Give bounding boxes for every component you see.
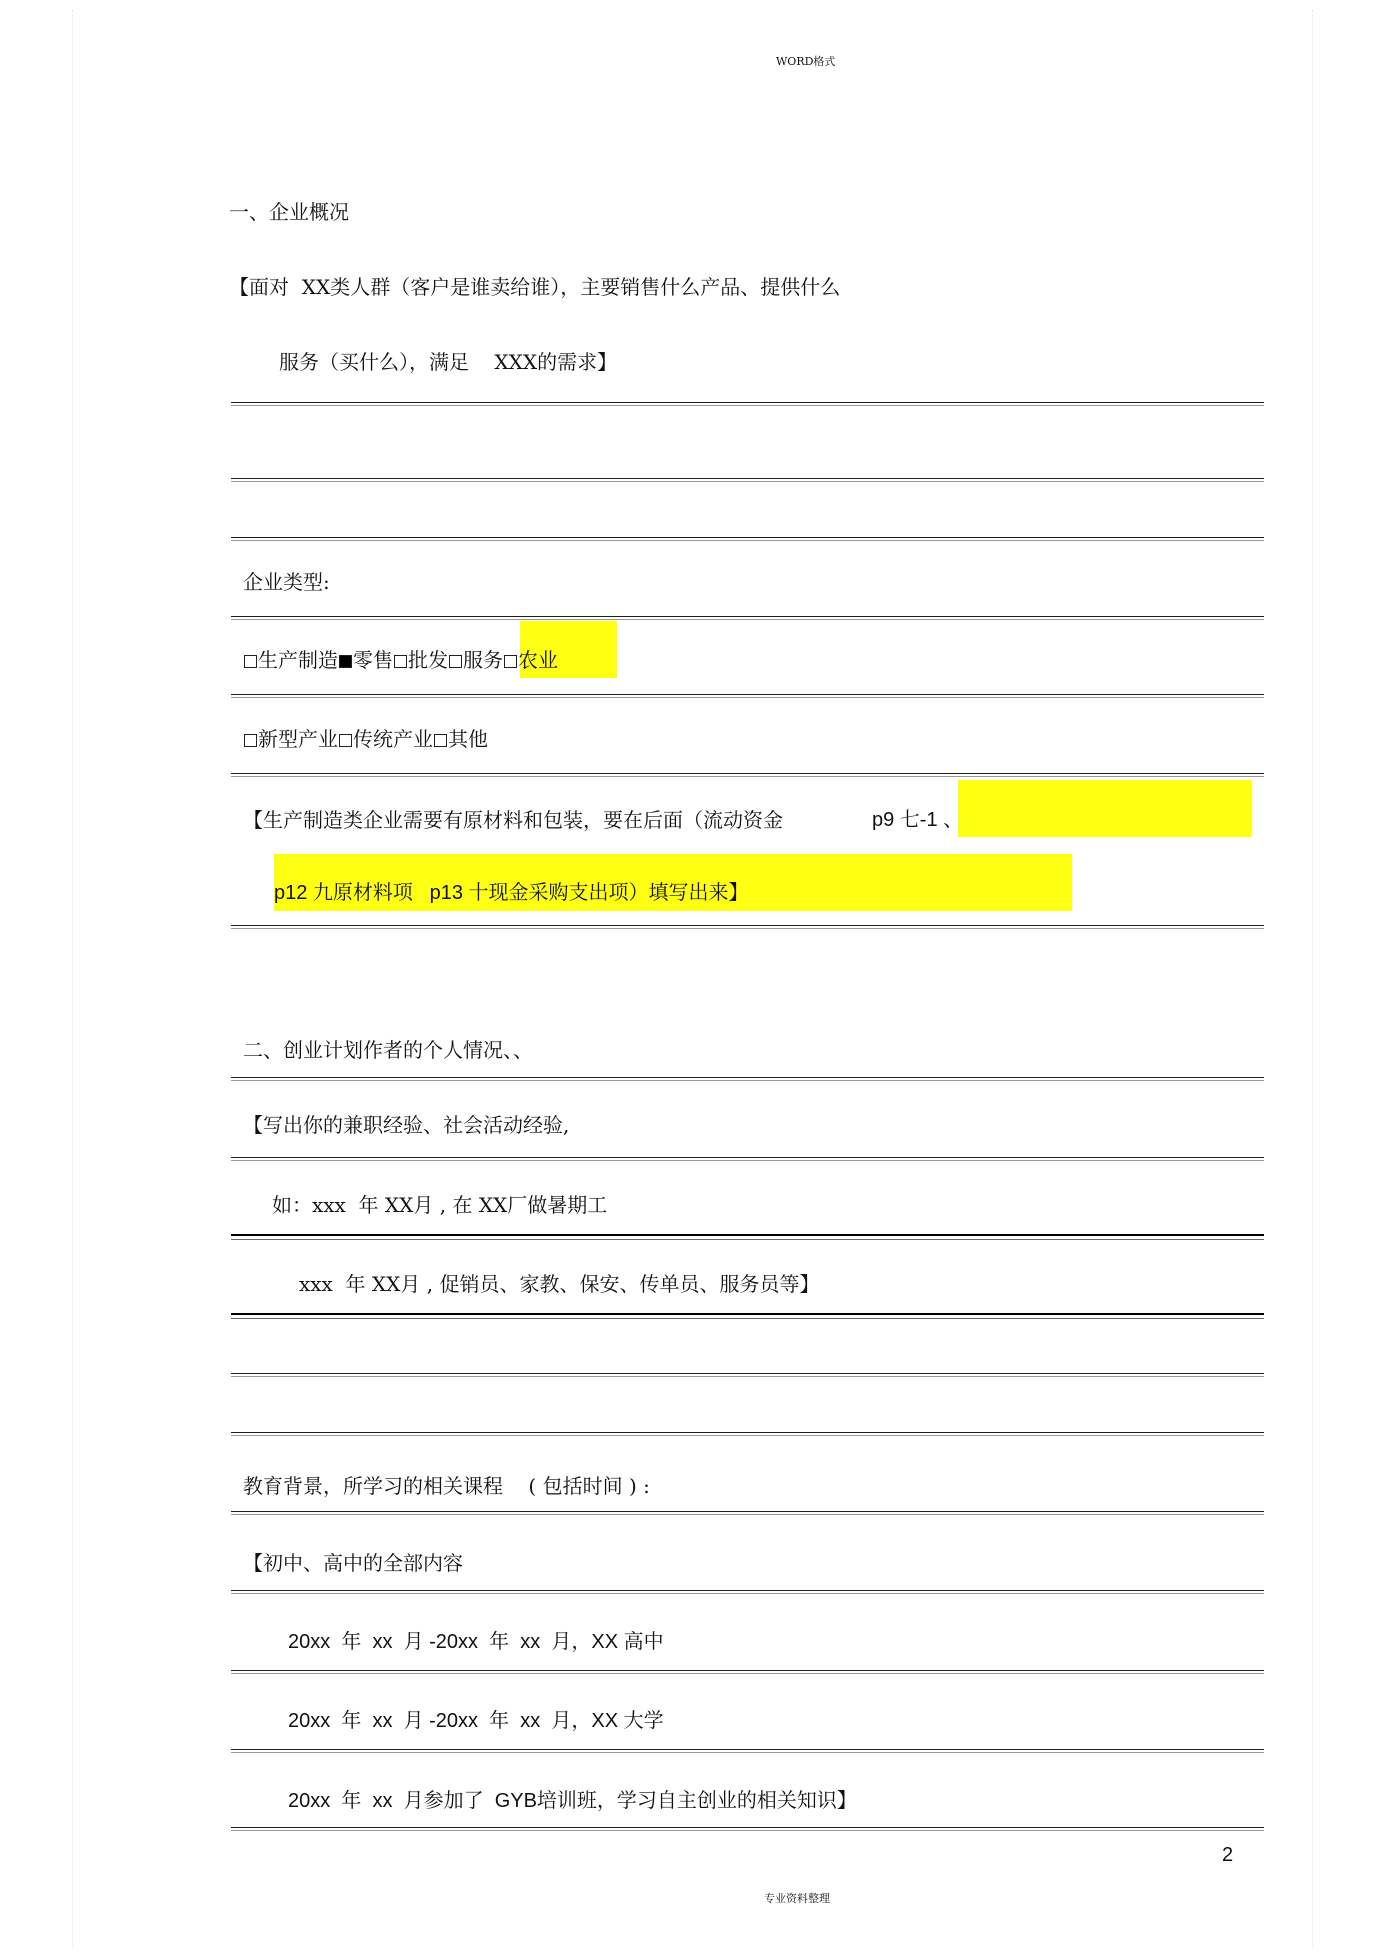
industry-type-option-label: 新型产业 xyxy=(258,727,338,751)
instruction-line-2: 服务（买什么），满足 XXX的需求】 xyxy=(279,350,618,374)
checkbox[interactable] xyxy=(434,734,447,747)
company-type-options-row-2 xyxy=(243,727,488,751)
education-line-3: 20xx 年 xx 月 -20xx 年 xx 月，XX 大学 xyxy=(288,1710,664,1732)
rule xyxy=(231,1432,1264,1433)
industry-type-option-label: 传统产业 xyxy=(353,727,433,751)
rule xyxy=(231,1590,1264,1591)
manufacturing-note-line-2: p12 九原材料项 p13 十现金采购支出项）填写出来】 xyxy=(274,882,749,904)
rule xyxy=(231,1827,1264,1828)
section-heading-author-info: 二、创业计划作者的个人情况、、 xyxy=(243,1038,533,1062)
company-type-options-row-1 xyxy=(243,648,558,672)
company-type-option-label: 零售 xyxy=(353,648,393,672)
company-type-option-label: 服务 xyxy=(463,648,503,672)
rule xyxy=(231,925,1264,926)
rule xyxy=(231,1749,1264,1750)
page-footer: 专业资料整理 xyxy=(764,1892,830,1905)
rule xyxy=(231,1511,1264,1512)
checkbox[interactable] xyxy=(394,655,407,668)
checkbox[interactable] xyxy=(244,655,257,668)
highlight xyxy=(958,780,1252,837)
rule xyxy=(231,1157,1264,1158)
page-edge-right xyxy=(1312,10,1313,1948)
industry-type-option-label: 其他 xyxy=(448,727,488,751)
page-number: 2 xyxy=(1222,1844,1234,1866)
checkbox[interactable] xyxy=(339,734,352,747)
education-line-1: 【初中、高中的全部内容 xyxy=(243,1551,463,1575)
manufacturing-note-line-1: 【生产制造类企业需要有原材料和包装，要在后面（流动资金 xyxy=(243,808,783,832)
checked-checkbox[interactable] xyxy=(339,655,352,668)
education-line-4: 20xx 年 xx 月参加了 GYB培训班，学习自主创业的相关知识】 xyxy=(288,1790,857,1812)
checkbox[interactable] xyxy=(244,734,257,747)
checkbox[interactable] xyxy=(449,655,462,668)
rule xyxy=(231,773,1264,774)
company-type-option-label: 农业 xyxy=(518,648,558,672)
education-line-2: 20xx 年 xx 月 -20xx 年 xx 月，XX 高中 xyxy=(288,1631,664,1653)
rule xyxy=(231,478,1264,479)
rule xyxy=(231,1077,1264,1078)
rule xyxy=(231,1670,1264,1671)
experience-line-3: xxx 年 XX月 , 促销员、家教、保安、传单员、服务员等】 xyxy=(299,1272,820,1296)
rule xyxy=(231,402,1264,403)
section-heading-company-overview: 一、企业概况 xyxy=(229,200,349,224)
experience-line-1: 【写出你的兼职经验、社会活动经验, xyxy=(243,1113,570,1137)
instruction-line-1: 【面对 XX类人群（客户是谁卖给谁），主要销售什么产品、提供什么 xyxy=(229,275,841,299)
rule xyxy=(231,616,1264,617)
rule xyxy=(231,1313,1264,1315)
company-type-label: 企业类型: xyxy=(243,570,330,594)
rule xyxy=(231,537,1264,538)
rule xyxy=(231,694,1264,695)
company-type-option-label: 生产制造 xyxy=(258,648,338,672)
rule xyxy=(231,1234,1264,1236)
rule xyxy=(231,1373,1264,1374)
education-label: 教育背景，所学习的相关课程 ( 包括时间 ) : xyxy=(243,1474,650,1498)
manufacturing-note-page-ref: p9 七-1 、 xyxy=(872,809,964,831)
page-header: WORD格式 xyxy=(776,55,836,68)
experience-line-2: 如：xxx 年 XX月 , 在 XX厂做暑期工 xyxy=(272,1193,608,1217)
company-type-option-label: 批发 xyxy=(408,648,448,672)
checkbox[interactable] xyxy=(504,655,517,668)
page-edge-left xyxy=(72,10,73,1948)
